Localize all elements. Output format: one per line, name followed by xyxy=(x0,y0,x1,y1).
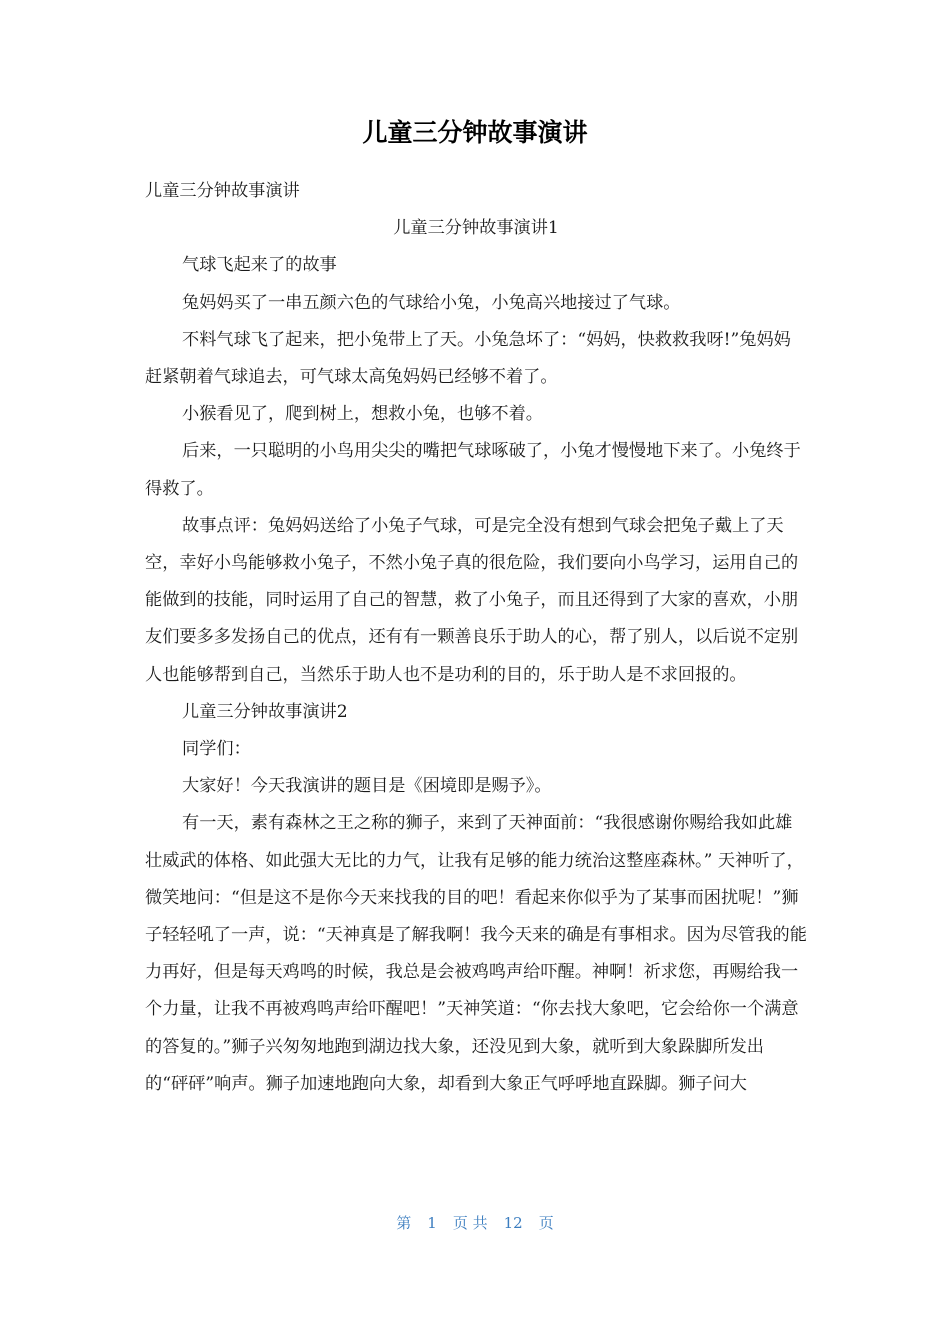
paragraph: 有一天，素有森林之王之称的狮子，来到了天神面前：“我很感谢你赐给我如此雄壮威武的体格、如此强大无比的力气，让我有足够的能力统治这整座森林。” 天神听了，微笑地问：“但是这不是你今天来找我的目的吧！看起来你似乎为了某事而困扰呢！”狮子轻轻吼了一声，说：“天神真是了解我啊！我今天来的确是有事相求。因为尽管我的能力再好，但是每天鸡鸣的时候，我总是会被鸡鸣声给吓醒。神啊！祈求您，再赐给我一个力量，让我不再被鸡鸣声给吓醒吧！”天神笑道：“你去找大象吧，它会给你一个满意的答复的。”狮子兴匆匆地跑到湖边找大象，还没见到大象，就听到大象跺脚所发出的“砰砰”响声。狮子加速地跑向大象，却看到大象正气呼呼地直跺脚。狮子问大 xyxy=(145,813,807,1094)
paragraph: 故事点评：兔妈妈送给了小兔子气球，可是完全没有想到气球会把兔子戴上了天空，幸好小鸟能够救小兔子，不然小兔子真的很危险，我们要向小鸟学习，运用自己的能做到的技能，同时运用了自己的智慧，救了小兔子，而且还得到了大家的喜欢，小朋友们要多多发扬自己的优点，还有有一颗善良乐于助人的心，帮了别人，以后说不定别人也能够帮到自己，当然乐于助人也不是功利的目的，乐于助人是不求回报的。 xyxy=(145,515,799,685)
section-heading-1: 儿童三分钟故事演讲1 xyxy=(393,218,559,239)
paragraph: 不料气球飞了起来，把小兔带上了天。小兔急坏了：“妈妈，快救救我呀!”兔妈妈赶紧朝着气球追去，可气球太高兔妈妈已经够不着了。 xyxy=(145,329,791,388)
footer-prefix: 第 xyxy=(396,1214,412,1232)
footer-current-page: 1 xyxy=(427,1214,437,1232)
paragraph: 兔妈妈买了一串五颜六色的气球给小兔，小兔高兴地接过了气球。 xyxy=(182,292,681,313)
section-heading-2: 儿童三分钟故事演讲2 xyxy=(182,701,348,722)
footer-suffix: 页 xyxy=(538,1214,554,1232)
page-footer xyxy=(0,1209,950,1237)
intro-heading: 儿童三分钟故事演讲 xyxy=(145,181,300,201)
footer-middle: 页 共 xyxy=(452,1214,488,1232)
paragraph: 大家好！今天我演讲的题目是《困境即是赐予》。 xyxy=(182,776,552,797)
document-title: 儿童三分钟故事演讲 xyxy=(362,118,588,147)
document-body xyxy=(145,173,807,1103)
footer-total-pages: 12 xyxy=(503,1214,523,1232)
paragraph: 后来，一只聪明的小鸟用尖尖的嘴把气球啄破了，小兔才慢慢地下来了。小兔终于得救了。 xyxy=(145,441,801,499)
paragraph: 同学们： xyxy=(182,739,251,760)
paragraph: 小猴看见了，爬到树上，想救小兔，也够不着。 xyxy=(182,404,543,425)
story-title: 气球飞起来了的故事 xyxy=(182,255,337,276)
